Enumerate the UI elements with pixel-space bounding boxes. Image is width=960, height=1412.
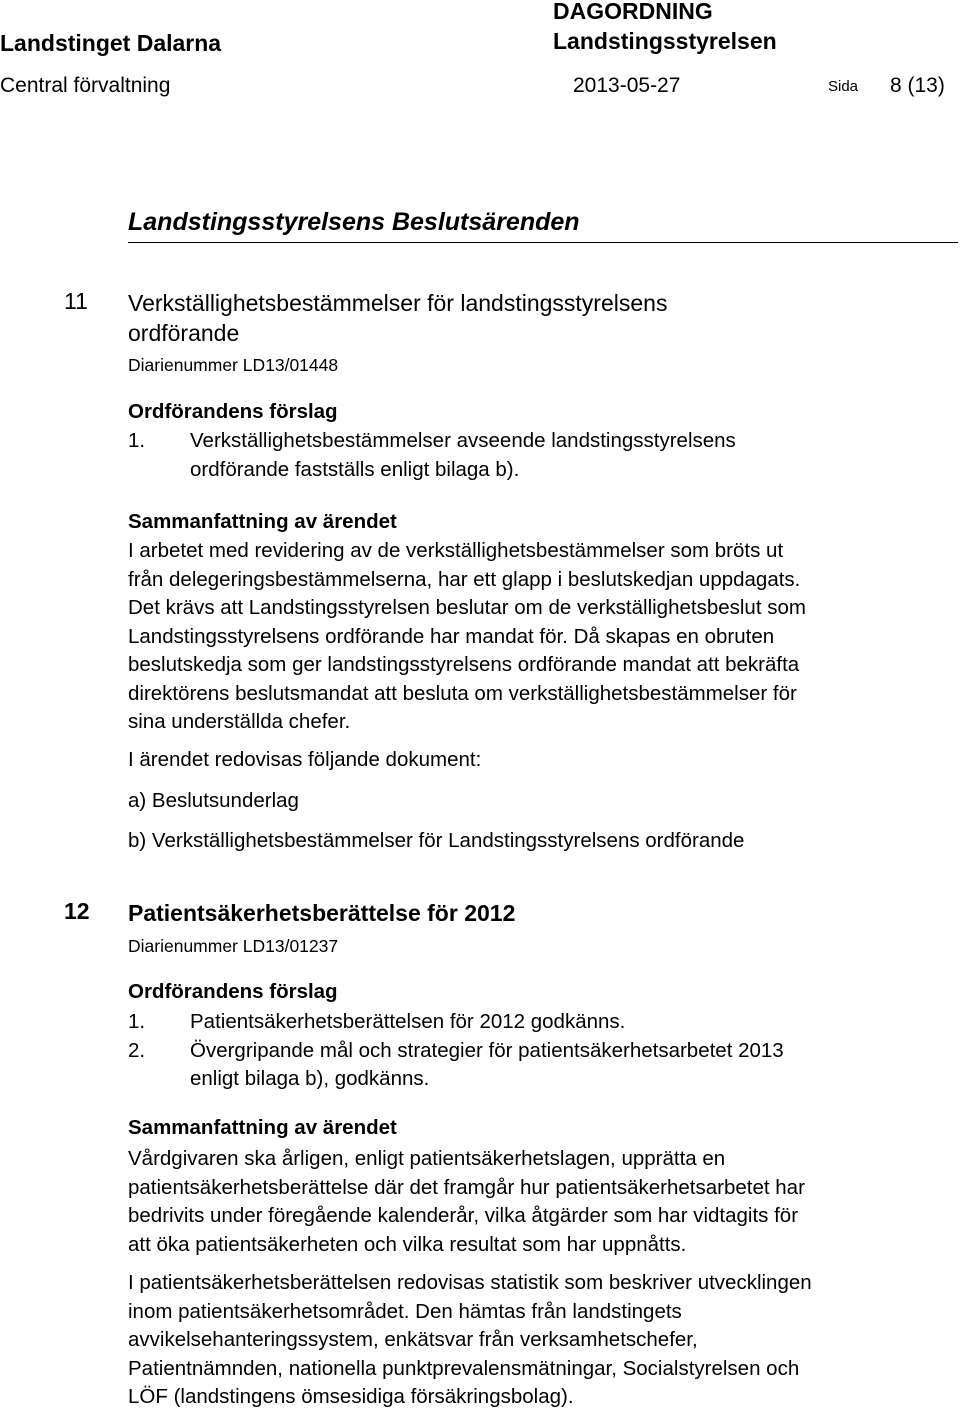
department-name: Central förvaltning (0, 74, 171, 97)
paragraph-line: Patientnämnden, nationella punktprevalensmätningar, Socialstyrelsen och (128, 1356, 800, 1380)
paragraph-line: LÖF (landstingens ömsesidiga försäkringsbolag). (128, 1385, 574, 1408)
document-type: DAGORDNING (553, 0, 713, 24)
summary-line: beslutskedja som ger landstingsstyrelsens ordförande mandat att bekräfta (128, 653, 800, 676)
section-title: Landstingsstyrelsens Beslutsärenden (128, 208, 580, 236)
section-title-rule (128, 242, 958, 243)
summary-paragraph (128, 537, 928, 737)
proposal-text: Patientsäkerhetsberättelsen för 2012 godkänns. (190, 1010, 626, 1033)
proposal-text: ordförande fastställs enligt bilaga b). (190, 457, 520, 481)
proposal-heading: Ordförandens förslag (128, 400, 338, 423)
document-date: 2013-05-27 (573, 74, 681, 97)
proposal-item (128, 427, 928, 484)
summary-line: Vårdgivaren ska årligen, enligt patientsäkerhetslagen, upprätta en (128, 1147, 726, 1170)
item-title-line: Patientsäkerhetsberättelse för 2012 (128, 900, 516, 926)
item-number: 11 (64, 288, 88, 314)
proposal-number: 2. (128, 1038, 146, 1062)
page-label: Sida (828, 78, 859, 95)
document-entry: a) Beslutsunderlag (128, 789, 299, 812)
proposal-number: 1. (128, 429, 146, 452)
item-number: 12 (64, 898, 90, 924)
item-title-line: ordförande (128, 320, 240, 346)
summary-line: sina underställda chefer. (128, 710, 351, 733)
documents-intro: I ärendet redovisas följande dokument: (128, 748, 482, 771)
proposal-list (128, 1008, 928, 1094)
proposal-text: Verkställighetsbestämmelser avseende landstingsstyrelsens (190, 429, 736, 452)
diarienummer: Diarienummer LD13/01237 (128, 936, 339, 956)
proposal-text: Övergripande mål och strategier för patientsäkerhetsarbetet 2013 (190, 1038, 784, 1062)
summary-line: från delegeringsbestämmelserna, har ett glapp i beslutskedjan uppdagats. (128, 567, 801, 591)
diarienummer: Diarienummer LD13/01448 (128, 355, 339, 375)
proposal-item (128, 1037, 928, 1094)
summary-line: direktörens beslutsmandat att besluta om verkställighetsbestämmelser för (128, 681, 797, 705)
summary-line: att öka patientsäkerheten och vilka resultat som har uppnåtts. (128, 1232, 687, 1256)
page-number: 8 (13) (890, 74, 945, 97)
summary-line: I arbetet med revidering av de verkställighetsbestämmelser som bröts ut (128, 539, 784, 562)
board-name: Landstingsstyrelsen (553, 28, 777, 54)
body-paragraph (128, 1269, 928, 1412)
summary-heading: Sammanfattning av ärendet (128, 1116, 397, 1139)
item-title-line: Verkställighetsbestämmelser för landstingsstyrelsens (128, 290, 668, 316)
summary-line: Det krävs att Landstingsstyrelsen beslutar om de verkställighetsbeslut som (128, 596, 806, 619)
organization-name: Landstinget Dalarna (0, 30, 222, 56)
paragraph-line: avvikelsehanteringssystem, enkätsvar från verksamhetschefer, (128, 1328, 698, 1351)
paragraph-line: inom patientsäkerhetsområdet. Den hämtas från landstingets (128, 1299, 682, 1323)
proposal-heading: Ordförandens förslag (128, 980, 338, 1003)
summary-line: Landstingsstyrelsens ordförande har mandat för. Då skapas en obruten (128, 624, 775, 648)
paragraph-line: I patientsäkerhetsberättelsen redovisas statistik som beskriver utvecklingen (128, 1271, 812, 1294)
proposal-list (128, 427, 928, 484)
summary-paragraph (128, 1145, 928, 1259)
document-entry: b) Verkställighetsbestämmelser för Landstingsstyrelsens ordförande (128, 829, 745, 852)
proposal-item (128, 1008, 928, 1037)
proposal-number: 1. (128, 1010, 146, 1033)
summary-heading: Sammanfattning av ärendet (128, 510, 397, 533)
proposal-text: enligt bilaga b), godkänns. (190, 1067, 430, 1090)
summary-line: bedrivits under föregående kalenderår, vilka åtgärder som har vidtagits för (128, 1204, 799, 1227)
summary-line: patientsäkerhetsberättelse där det framgår hur patientsäkerhetsarbetet har (128, 1175, 805, 1199)
